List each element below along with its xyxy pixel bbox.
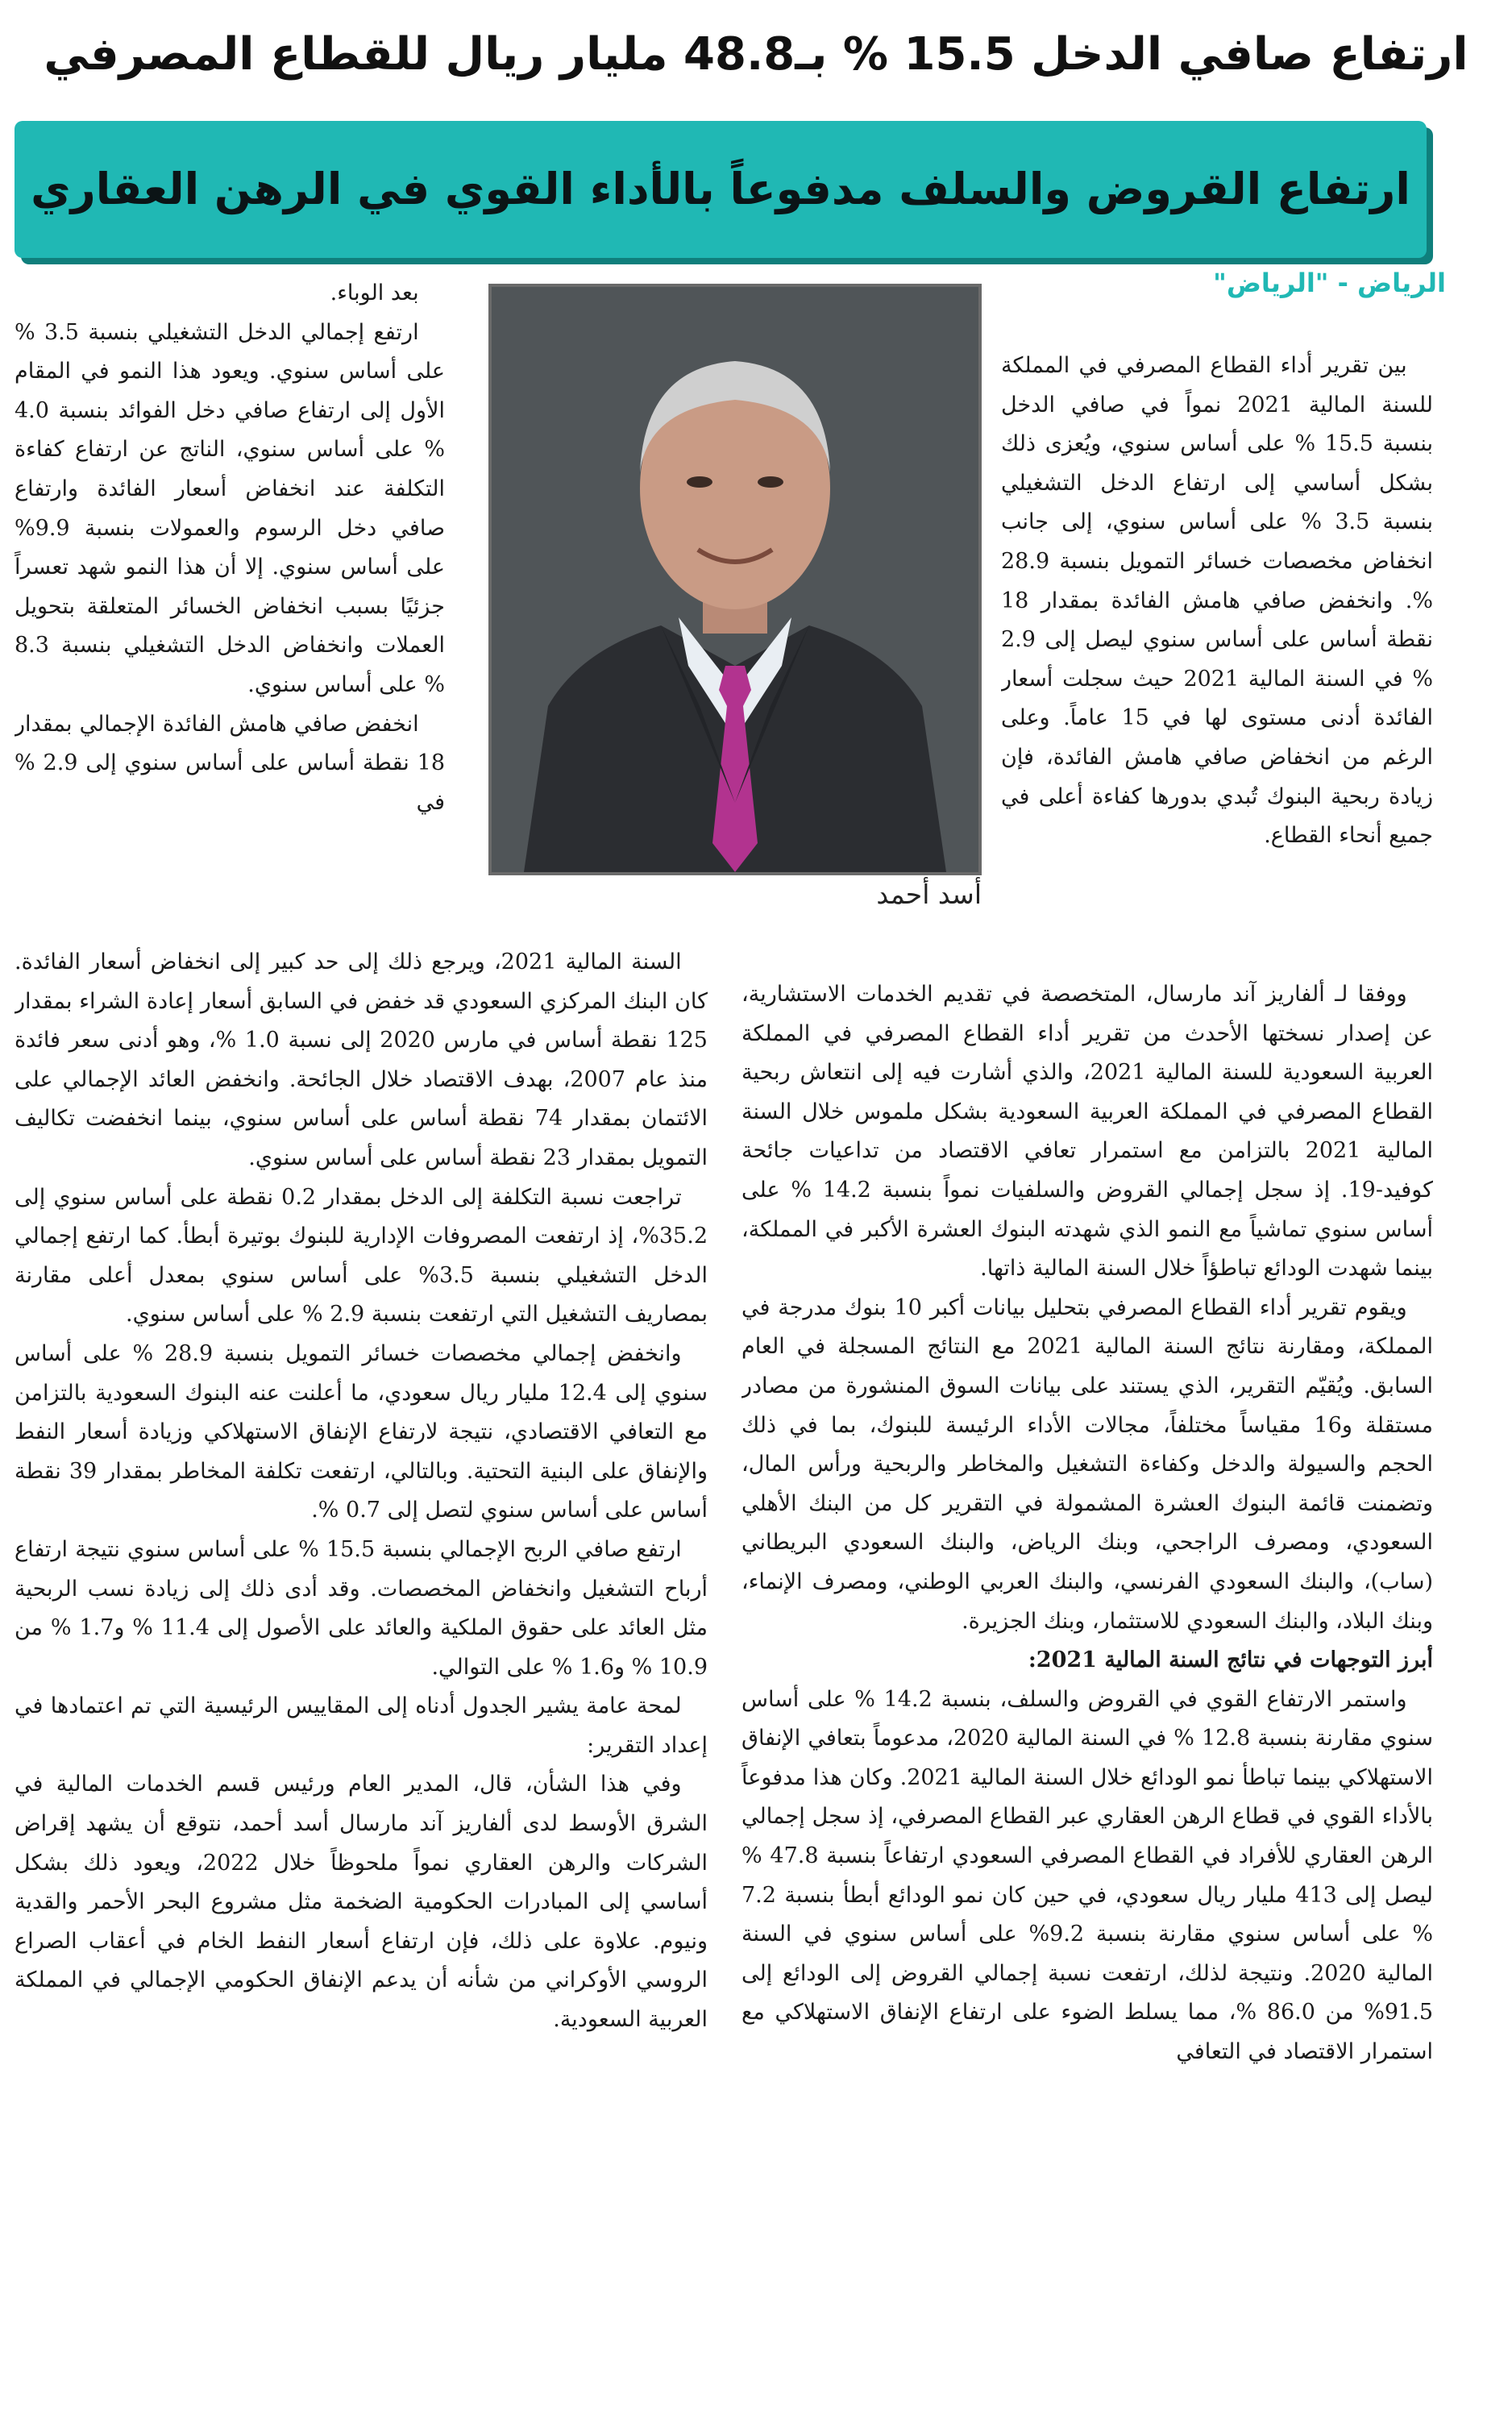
paragraph: واستمر الارتفاع القوي في القروض والسلف، بنسبة 14.2 % على أساس سنوي مقارنة بنسبة 12.8 % في السنة المالية 2020، مدعوماً بتعافي الإنفاق الاستهلاكي بينما تباطأ نمو الودائع خلال السنة المالية 2021. وكان هذا مدفوعاً بالأداء القوي في قطاع الرهن العقاري عبر القطاع المصرفي، إذ سجل إجمالي الرهن العقاري للأفراد في القطاع المصرفي السعودي ارتفاعاً بنسبة 47.8 % ليصل إلى 413 مليار ريال سعودي، في حين كان نمو الودائع أبطأ بنسبة 7.2 % على أساس سنوي مقارنة بنسبة 9.2% على أساس سنوي في السنة المالية 2020. ونتيجة لذلك، ارتفعت نسبة إجمالي القروض إلى الودائع إلى 91.5% من 86.0 %، مما يسلط الضوء على ارتفاع الإنفاق الاستهلاكي مع استمرار الاقتصاد في التعافي bbox=[741, 1686, 1433, 2065]
article-column-left-bottom bbox=[15, 943, 708, 2378]
article-column-right-bottom bbox=[741, 975, 1433, 2378]
byline: الرياض - "الرياض" bbox=[1213, 268, 1446, 298]
portrait-illustration bbox=[492, 287, 978, 872]
kicker-headline: ارتفاع صافي الدخل 15.5 % بـ48.8 مليار ريال للقطاع المصرفي bbox=[44, 28, 1468, 81]
article-column-left-top bbox=[15, 274, 445, 935]
left-eye bbox=[687, 476, 712, 488]
paragraph: ارتفع إجمالي الدخل التشغيلي بنسبة 3.5 % على أساس سنوي. ويعود هذا النمو في المقام الأول إلى ارتفاع صافي دخل الفوائد بنسبة 4.0 % على أساس سنوي، الناتج عن ارتفاع كفاءة التكلفة عند انخفاض أسعار الفائدة وارتفاع صافي دخل الرسوم والعمولات بنسبة 9.9% على أساس سنوي. إلا أن هذا النمو شهد تعسراً جزئيًا بسبب انخفاض الخسائر المتعلقة بتحويل العملات وانخفاض الدخل التشغيلي بنسبة 8.3 % على أساس سنوي. bbox=[15, 319, 445, 697]
paragraph: ارتفع صافي الربح الإجمالي بنسبة 15.5 % على أساس سنوي نتيجة ارتفاع أرباح التشغيل وانخفاض المخصصات. وقد أدى ذلك إلى زيادة نسب الربحية مثل العائد على حقوق الملكية والعائد على الأصول إلى 11.4 % و1.7 % من 10.9 % و1.6 % على التوالي. bbox=[15, 1536, 708, 1680]
headline-banner bbox=[15, 121, 1427, 258]
article-column-right-top bbox=[1001, 347, 1433, 970]
section-subheading: أبرز التوجهات في نتائج السنة المالية 2021: bbox=[1028, 1647, 1433, 1673]
paragraph: وانخفض إجمالي مخصصات خسائر التمويل بنسبة 28.9 % على أساس سنوي إلى 12.4 مليار ريال سعودي، ما أعلنت عنه البنوك السعودية بالتزامن مع التعافي الاقتصادي، نتيجة لارتفاع الإنفاق الاستهلاكي وزيادة أسعار النفط والإنفاق على البنية التحتية. وبالتالي، ارتفعت تكلفة المخاطر بمقدار 39 نقطة أساس على أساس سنوي لتصل إلى 0.7 %. bbox=[15, 1340, 708, 1523]
paragraph: السنة المالية 2021، ويرجع ذلك إلى حد كبير إلى انخفاض أسعار الفائدة. كان البنك المركزي السعودي قد خفض في السابق أسعار إعادة الشراء بمقدار 125 نقطة أساس في مارس 2020 إلى نسبة 1.0 %، وهو أدنى سعر فائدة منذ عام 2007، بهدف الاقتصاد خلال الجائحة. وانخفض العائد الإجمالي على الائتمان بمقدار 74 نقطة أساس على أساس سنوي، بينما انخفضت تكاليف التمويل بمقدار 23 نقطة أساس على أساس سنوي. bbox=[15, 949, 708, 1170]
photo-caption: أسد أحمد bbox=[876, 879, 982, 910]
right-eye bbox=[758, 476, 783, 488]
paragraph: ووفقا لـ ألفاريز آند مارسال، المتخصصة في تقديم الخدمات الاستشارية، عن إصدار نسختها الأحدث من تقرير أداء القطاع المصرفي في المملكة العربية السعودية للسنة المالية 2021، والذي أشارت فيه إلى انتعاش ربحية القطاع المصرفي في المملكة العربية السعودية بشكل ملموس خلال السنة المالية 2021 بالتزامن مع استمرار تعافي الاقتصاد من تداعيات جائحة كوفيد-19. إذ سجل إجمالي القروض والسلفيات نمواً بنسبة 14.2 % على أساس سنوي تماشياً مع النمو الذي شهدته البنوك العشرة الأكبر في المملكة، بينما شهدت الودائع تباطؤاً خلال السنة المالية ذاتها. bbox=[741, 982, 1433, 1282]
paragraph: بعد الوباء. bbox=[330, 280, 419, 305]
paragraph: ويقوم تقرير أداء القطاع المصرفي بتحليل بيانات أكبر 10 بنوك مدرجة في المملكة، ومقارنة نتائج السنة المالية 2021 مع النتائج المسجلة في العام السابق. ويُقيّم التقرير، الذي يستند على بيانات السوق المنشورة من مصادر مستقلة و16 مقياساً مختلفاً، مجالات الأداء الرئيسة للبنوك، بما في ذلك الحجم والسيولة والدخل وكفاءة التشغيل والمخاطر والربحية ورأس المال، وتضمنت قائمة البنوك العشرة المشمولة في التقرير كل من البنك الأهلي السعودي، ومصرف الراجحي، وبنك الرياض، والبنك السعودي البريطاني (ساب)، والبنك السعودي الفرنسي، والبنك العربي الوطني، ومصرف الإنماء، وبنك البلاد، والبنك السعودي للاستثمار، وبنك الجزيرة. bbox=[741, 1294, 1433, 1634]
portrait-photo bbox=[488, 284, 982, 875]
paragraph: تراجعت نسبة التكلفة إلى الدخل بمقدار 0.2 نقطة على أساس سنوي إلى 35.2%، إذ ارتفعت المصروفات الإدارية للبنوك بوتيرة أبطأ. كما ارتفع إجمالي الدخل التشغيلي بنسبة 3.5% على أساس سنوي بمعدل أعلى مقارنة بمصاريف التشغيل التي ارتفعت بنسبة 2.9 % على أساس سنوي. bbox=[15, 1184, 708, 1327]
paragraph: انخفض صافي هامش الفائدة الإجمالي بمقدار 18 نقطة أساس على أساس سنوي إلى 2.9 % في bbox=[15, 711, 445, 815]
paragraph: بين تقرير أداء القطاع المصرفي في المملكة للسنة المالية 2021 نمواً في صافي الدخل بنسبة 15.5 % على أساس سنوي، ويُعزى ذلك بشكل أساسي إلى ارتفاع الدخل التشغيلي بنسبة 3.5 % على أساس سنوي، إلى جانب انخفاض مخصصات خسائر التمويل بنسبة 28.9 %. وانخفض صافي هامش الفائدة بمقدار 18 نقطة أساس على أساس سنوي ليصل إلى 2.9 % في السنة المالية 2021 حيث سجلت أسعار الفائدة أدنى مستوى لها في 15 عاماً. وعلى الرغم من انخفاض صافي هامش الفائدة، فإن زيادة ربحية البنوك تُبدي بدورها كفاءة أعلى في جميع أنحاء القطاع. bbox=[1001, 353, 1433, 849]
paragraph: وفي هذا الشأن، قال، المدير العام ورئيس قسم الخدمات المالية في الشرق الأوسط لدى ألفاريز آند مارسال أسد أحمد، نتوقع أن يشهد إقراض الشركات والرهن العقاري نمواً ملحوظاً خلال 2022، ويعود ذلك بشكل أساسي إلى المبادرات الحكومية الضخمة مثل مشروع البحر الأحمر والقدية ونيوم. علاوة على ذلك، فإن ارتفاع أسعار النفط الخام في أعقاب الصراع الروسي الأوكراني من شأنه أن يدعم الإنفاق الحكومي الإجمالي في المملكة العربية السعودية. bbox=[15, 1772, 708, 2033]
paragraph: لمحة عامة يشير الجدول أدناه إلى المقاييس الرئيسية التي تم اعتمادها في إعداد التقرير: bbox=[15, 1693, 708, 1758]
main-headline: ارتفاع القروض والسلف مدفوعاً بالأداء القوي في الرهن العقاري bbox=[31, 164, 1410, 214]
